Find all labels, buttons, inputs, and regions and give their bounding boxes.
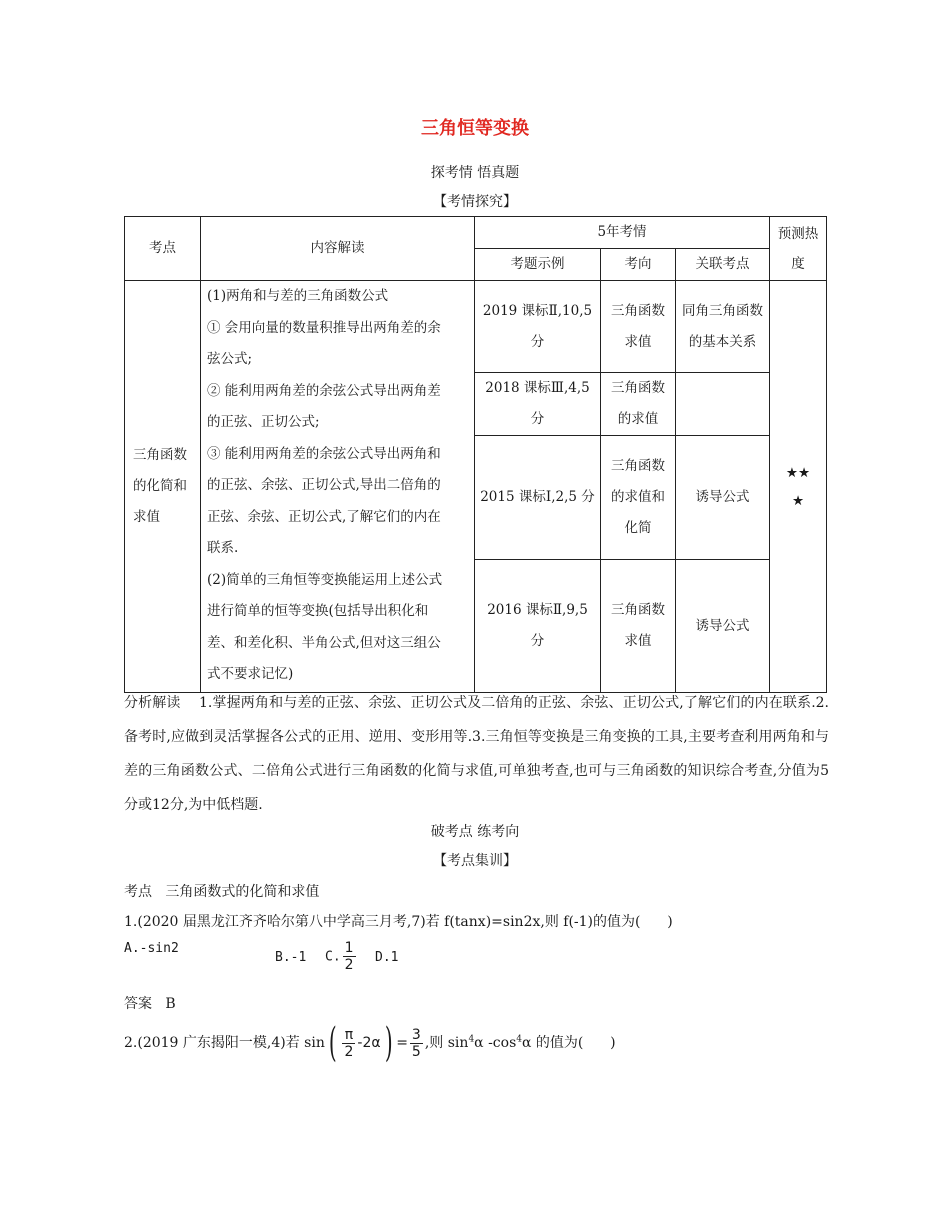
content-line: 联系. xyxy=(207,540,239,556)
question-1-options xyxy=(124,940,524,973)
header-wunian: 5年考情 xyxy=(475,217,770,249)
section-heading-2: 破考点 练考向 xyxy=(430,824,520,840)
q1-option-c-fraction xyxy=(343,940,356,973)
q2-tail: α 的值为( xyxy=(522,1035,584,1051)
subsection-heading-2: 【考点集训】 xyxy=(433,853,517,869)
q1-stem-close: ) xyxy=(667,914,673,930)
content-line: 式不要求记忆) xyxy=(207,666,294,682)
content-line: ③ 能利用两角差的余弦公式导出两角和 xyxy=(207,445,441,462)
header-kaoxiang: 考向 xyxy=(601,249,676,281)
heat-cell xyxy=(770,281,827,693)
kaodian-topic: 三角函数式的化简和求值 xyxy=(165,884,320,900)
content-line: (1)两角和与差的三角函数公式 xyxy=(207,288,389,304)
fraction-numerator: π xyxy=(342,1027,355,1044)
question-2-stem xyxy=(124,1020,616,1066)
header-neirong: 内容解读 xyxy=(201,217,475,281)
related-cell: 诱导公式 xyxy=(676,436,770,560)
fraction-denominator: 5 xyxy=(411,1043,421,1060)
analysis-paragraph xyxy=(124,686,829,822)
example-cell: 2018 课标Ⅲ,4,5 分 xyxy=(475,373,601,436)
related-cell xyxy=(676,373,770,436)
answer-label: 答案 xyxy=(124,996,152,1012)
q1-stem: 1.(2020 届黑龙江齐齐哈尔第八中学高三月考,7)若 f(tanx)=sin2x,则 f(-1)的值为( xyxy=(124,914,641,930)
page-title: 三角恒等变换 xyxy=(421,118,529,139)
q2-value-fraction xyxy=(410,1027,423,1060)
heat-stars: ★ xyxy=(791,492,805,509)
q2-prefix: 2.(2019 广东揭阳一模,4)若 sin xyxy=(124,1035,325,1051)
q1-option-b: B.-1 xyxy=(275,950,307,965)
q2-close: ) xyxy=(610,1035,616,1051)
header-yuce: 预测热度 xyxy=(770,217,827,281)
direction-cell: 三角函数的求值 xyxy=(601,373,676,436)
example-cell: 2016 课标Ⅱ,9,5 分 xyxy=(475,560,601,693)
related-cell: 同角三角函数的基本关系 xyxy=(676,281,770,373)
related-cell: 诱导公式 xyxy=(676,560,770,693)
kaodian-line xyxy=(124,881,319,901)
direction-cell: 三角函数求值 xyxy=(601,560,676,693)
topic-cell: 三角函数的化简和求值 xyxy=(125,281,201,693)
content-line: 弦公式; xyxy=(207,351,253,367)
left-paren: ( xyxy=(328,1020,337,1066)
content-line: ② 能利用两角差的余弦公式导出两角差 xyxy=(207,382,441,399)
q2-arg-rest: -2α xyxy=(357,1035,381,1051)
direction-cell: 三角函数的求值和化简 xyxy=(601,436,676,560)
subsection-heading-1: 【考情探究】 xyxy=(433,194,517,210)
content-line: 正弦、余弦、正切公式,了解它们的内在 xyxy=(207,508,441,525)
content-line: 的正弦、正切公式; xyxy=(207,414,320,430)
exam-analysis-table xyxy=(124,216,827,693)
header-shili: 考题示例 xyxy=(475,249,601,281)
question-1-stem xyxy=(124,911,673,931)
header-guanlian: 关联考点 xyxy=(676,249,770,281)
q2-exponent: 4 xyxy=(516,1034,522,1045)
fraction-numerator: 1 xyxy=(344,940,354,956)
q2-mid: ,则 sin xyxy=(424,1035,469,1051)
q1-option-d: D.1 xyxy=(375,950,399,965)
content-line: 的正弦、余弦、正切公式,导出二倍角的 xyxy=(207,477,441,493)
example-cell: 2019 课标Ⅱ,10,5 分 xyxy=(475,281,601,373)
content-line: (2)简单的三角恒等变换能运用上述公式 xyxy=(207,571,443,588)
content-line: 差、和差化积、半角公式,但对这三组公 xyxy=(207,634,441,651)
q2-equals: = xyxy=(396,1035,408,1051)
q1-option-a: A.-sin2 xyxy=(124,941,179,956)
header-kaodian: 考点 xyxy=(125,217,201,281)
analysis-text: 1.掌握两角和与差的正弦、余弦、正切公式及二倍角的正弦、余弦、正切公式,了解它们的内在联系.2.备考时,应做到灵活掌握各公式的正用、逆用、变形用等.3.三角恒等变换是三角变换的工具,主要考查利用两角和与差的三角函数公式、二倍角公式进行三角函数的化简与求值,可单独考查,也可与三角函数的知识综合考查,分值为5分或12分,为中低档题. xyxy=(124,695,829,813)
kaodian-label: 考点 xyxy=(124,884,152,900)
content-line: 进行简单的恒等变换(包括导出积化和 xyxy=(207,603,429,619)
example-cell: 2015 课标Ⅰ,2,5 分 xyxy=(475,436,601,560)
q2-arg-fraction xyxy=(342,1027,355,1060)
q1-option-c xyxy=(325,940,358,973)
q2-exponent: 4 xyxy=(468,1034,475,1045)
fraction-denominator: 2 xyxy=(344,957,354,973)
fraction-denominator: 2 xyxy=(344,1043,354,1060)
q1-answer xyxy=(124,993,176,1013)
heat-stars: ★★ xyxy=(785,464,811,481)
answer-value: B xyxy=(165,996,176,1012)
content-cell xyxy=(201,281,475,693)
q1-option-c-label: C. xyxy=(325,949,341,965)
direction-cell: 三角函数求值 xyxy=(601,281,676,373)
section-heading-1: 探考情 悟真题 xyxy=(430,165,520,181)
analysis-label: 分析解读 xyxy=(124,695,181,711)
q2-alpha-cos: α -cos xyxy=(474,1035,517,1051)
fraction-numerator: 3 xyxy=(411,1026,421,1043)
content-line: ① 会用向量的数量积推导出两角差的余 xyxy=(207,319,441,336)
right-paren: ) xyxy=(384,1020,393,1066)
